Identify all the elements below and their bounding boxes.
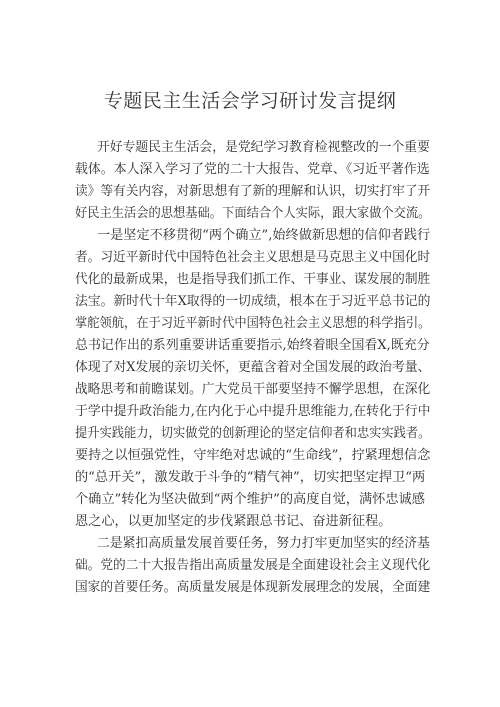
text-line: 总书记作出的系列重要讲话重要指示,始终着眼全国看X,既充分 (75, 338, 430, 353)
text-line: 要持之以恒强党性，守牢绝对忠诚的“生命线”，拧紧理想信念 (75, 448, 431, 463)
text-line: 好民主生活会的思想基础。下面结合个人实际，跟大家做个交流。 (75, 206, 431, 221)
text-line: 载体。本人深入学习了党的二十大报告、党章、《习近平著作选 (75, 162, 430, 177)
text-line: 个确立”转化为坚决做到“两个维护”的高度自觉，满怀忠诚感 (75, 492, 425, 507)
text-line: 恩之心，以更加坚定的步伐紧跟总书记、奋进新征程。 (75, 514, 392, 529)
text-line: 掌舵领航，在于习近平新时代中国特色社会主义思想的科学指引。 (75, 316, 431, 331)
text-line: 二是紧扣高质量发展首要任务，努力打牢更加坚实的经济基 (97, 536, 430, 551)
text-line: 一是坚定不移贯彻“两个确立”,始终做新思想的信仰者践行 (97, 228, 431, 243)
text-line: 国家的首要任务。高质量发展是体现新发展理念的发展，全面建 (75, 580, 431, 595)
text-line: 础。党的二十大报告指出高质量发展是全面建设社会主义现代化 (75, 558, 431, 573)
text-line: 法宝。新时代十年X取得的一切成绩，根本在于习近平总书记的 (75, 294, 431, 309)
document-title: 专题民主生活会学习研讨发言提纲 (103, 90, 397, 112)
text-line: 提升实践能力，切实做党的创新理论的坚定信仰者和忠实实践者。 (75, 426, 431, 441)
text-line: 开好专题民主生活会，是党纪学习教育检视整改的一个重要 (97, 140, 430, 155)
text-line: 读》等有关内容，对新思想有了新的理解和认识，切实打牢了开 (75, 184, 431, 199)
text-line: 代化的最新成果，也是指导我们抓工作、干事业、谋发展的制胜 (75, 272, 431, 287)
text-line: 的“总开关”，激发敢于斗争的“精气神”，切实把坚定捍卫“两 (75, 470, 426, 485)
text-line: 战略思考和前瞻谋划。广大党员干部要坚持不懈学思想，在深化 (75, 382, 431, 397)
text-line: 者。习近平新时代中国特色社会主义思想是马克思主义中国化时 (75, 250, 431, 265)
text-line: 于学中提升政治能力,在内化于心中提升思维能力,在转化于行中 (75, 404, 431, 419)
text-line: 体现了对X发展的亲切关怀，更蕴含着对全国发展的政治考量、 (75, 360, 431, 375)
